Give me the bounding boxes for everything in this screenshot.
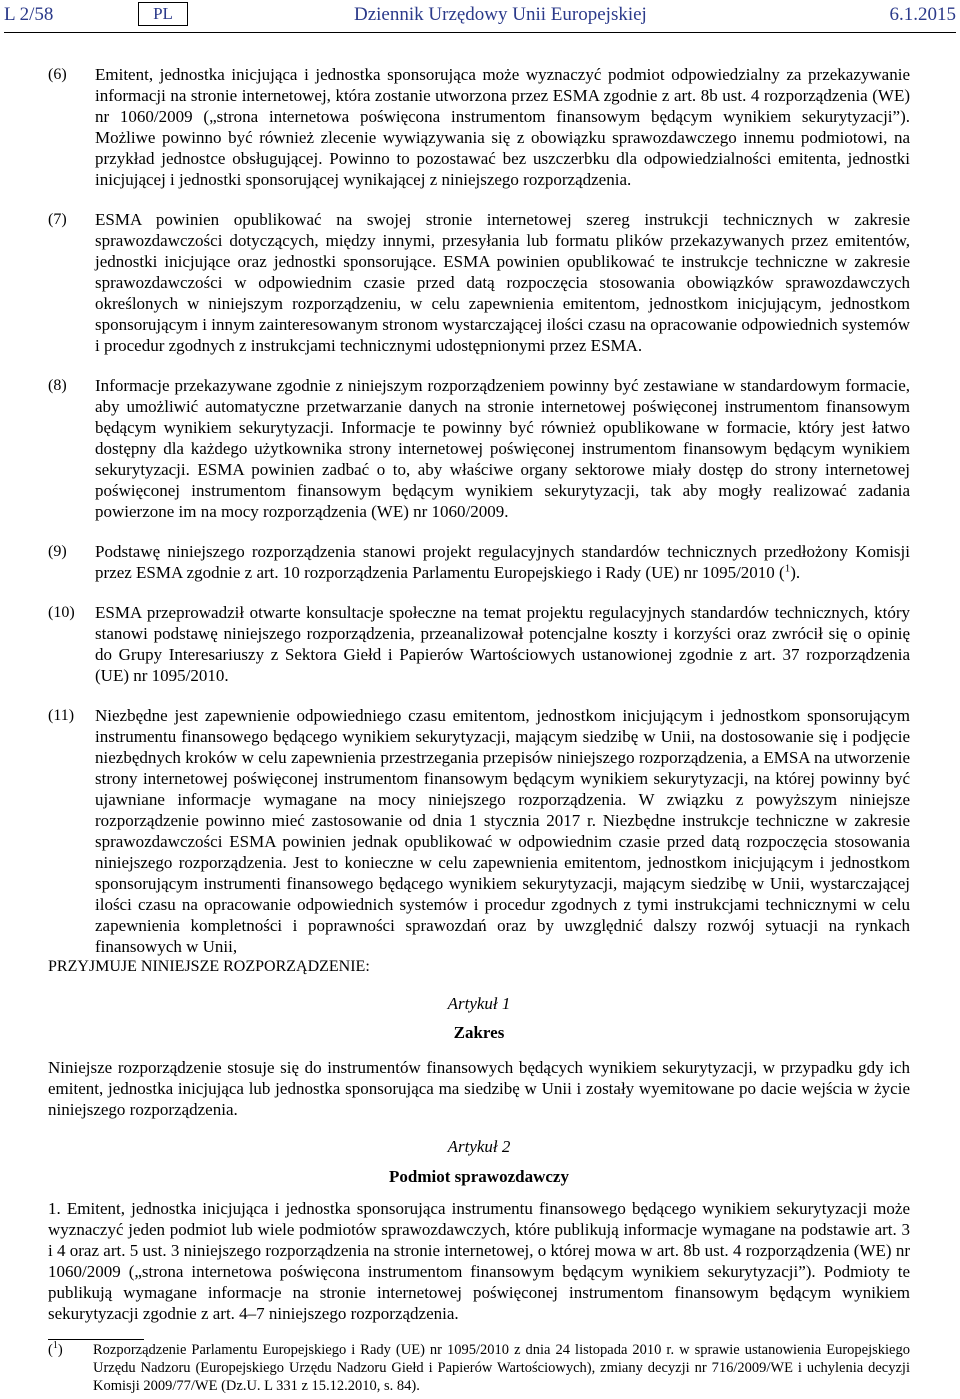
header-divider [4, 32, 956, 33]
recital-item [48, 64, 910, 190]
page-header [4, 2, 956, 30]
article-1-text: Niniejsze rozporządzenie stosuje się do instrumentów finansowych będących wynikiem sekurytyzacji, w przypadku gdy ich emitent, jednostka inicjująca lub jednostka sponsorująca ma siedzibę w Unii i zostały wyemitowane po dacie wejścia w życie niniejszego rozporządzenia. [48, 1058, 910, 1119]
article-1-title: Artykuł 1 [447, 994, 511, 1013]
recital-text: Niezbędne jest zapewnienie odpowiedniego czasu emitentom, jednostkom inicjującym i jednostkom sponsorującym instrumentu finansowego będącego wynikiem sekurytyzacji, mającym siedzibę w Unii, na dostosowanie się i podjęcie niezbędnych kroków w celu zapewnienia przestrzegania przepisów niniejszego rozporządzenia, a EMSA na utworzenie strony internetowej poświęconej instrumentom finansowym będącym wynikiem sekurytyzacji, na której powinny być ujawniane informacje wymagane na mocy niniejszego rozporządzenia. W związku z powyższym niniejsze rozporządzenie powinno mieć zastosowanie od dnia 1 stycznia 2017 r. Niezbędne instrukcje techniczne w zakresie sprawozdawczości ESMA powinien jednak opublikować w odpowiednim czasie przed datą rozpoczęcia stosowania niniejszego rozporządzenia. Jest to konieczne w celu zapewnienia emitentom, jednostkom inicjującym i jednostkom sponsorującym instrumenti finansowego będącego wynikiem sekurytyzacji, mającym siedzibę w Unii, wystarczającej ilości czasu na opracowanie odpowiednich systemów i procedur zgodnych z tymi instrukcjami technicznymi w celu zapewnienia kompletności i poprawności sprawozdań oraz by uwzględnić dalszy rozwój sytuacji na rynkach finansowych w Unii, [95, 706, 910, 956]
recital-item [48, 541, 910, 583]
recital-item [48, 602, 910, 686]
recital-item [48, 209, 910, 356]
page-number: L 2/58 [4, 4, 54, 25]
recital-item [48, 705, 910, 957]
recital-text [95, 541, 910, 583]
recital-item [48, 375, 910, 522]
recital-number: (6) [48, 66, 67, 83]
recital-number: (10) [48, 604, 75, 621]
recital-number: (11) [48, 707, 75, 724]
article-2-text: 1. Emitent, jednostka inicjująca i jednostka sponsorująca instrumentu finansowego będącego wynikiem sekurytyzacji może wyznaczyć jeden podmiot lub wiele podmiotów sprawozdawczych, które publikują informacje wymagane na podstawie art. 3 i 4 oraz art. 5 ust. 3 niniejszego rozporządzenia na stronie internetowej, o której mowa w art. 8b ust. 4 rozporządzenia (WE) nr 1060/2009 („strona internetowa poświęcona instrumentom finansowym będącym wynikiem sekurytyzacji”). Podmioty te publikują wymagane informacje na stronie internetowej poświęconej instrumentom finansowym będącym wynikiem sekurytyzacji zgodnie z art. 4–7 niniejszego rozporządzenia. [48, 1199, 910, 1323]
footnote-number-value: 1 [52, 1340, 58, 1352]
recital-text: ESMA przeprowadził otwarte konsultacje społeczne na temat projektu regulacyjnych standardów technicznych, który stanowi podstawę niniejszego rozporządzenia, przeanalizował potencjalne koszty i korzyści oraz zwrócił się o opinię do Grupy Interesariuszy z Sektora Giełd i Papierów Wartościowych ustanowionej zgodnie z art. 37 rozporządzenia (UE) nr 1095/2010. [95, 603, 910, 685]
article-2-heading: Podmiot sprawozdawczy [389, 1167, 569, 1186]
footnote-reference[interactable]: 1 [784, 562, 791, 575]
recital-text: ESMA powinien opublikować na swojej stronie internetowej szereg instrukcji technicznych w zakresie sprawozdawczości dotyczących, między innymi, przesyłania lub formatu plików przekazywanych przez emitentów, jednostki inicjujące oraz jednostki sponsorujące. ESMA powinien opublikować te instrukcje techniczne w zakresie sprawozdawczości w odpowiednim czasie przed datą rozpoczęcia stosowania obowiązków sprawozdawczych określonych w niniejszym rozporządzeniu, w celu zapewnienia emitentom, jednostkom inicjującym, jednostkom sponsorującym i innym zainteresowanym stronom wystarczającej ilości czasu na opracowanie odpowiednich systemów i procedur zgodnych z instrukcjami technicznymi udostępnionymi przez ESMA. [95, 210, 910, 355]
publication-date: 6.1.2015 [889, 4, 956, 25]
recital-text: Emitent, jednostka inicjująca i jednostka sponsorująca może wyznaczyć podmiot odpowiedzialny za przekazywanie informacji na stronie internetowej, która zostanie utworzona przez ESMA zgodnie z art. 8b ust. 4 rozporządzenia (WE) nr 1060/2009 („strona internetowa poświęcona instrumentom finansowym będącym wynikiem sekurytyzacji”). Możliwe powinno być również zlecenie wywiązywania się z obowiązku sprawozdawczego innemu podmiotowi, na przykład jednostce obsługującej. Powinno to pozostawać bez uszczerbku dla odpowiedzialności emitenta, jednostki inicjującej i jednostki sponsorującej wynikającej z niniejszego rozporządzenia. [95, 65, 910, 189]
language-badge: PL [138, 2, 188, 26]
journal-title: Dziennik Urzędowy Unii Europejskiej [354, 4, 647, 25]
article-1-heading: Zakres [453, 1023, 505, 1042]
footnote-divider [48, 1339, 144, 1340]
recital-number: (9) [48, 543, 67, 560]
recital-number: (7) [48, 211, 67, 228]
recital-text-body: Podstawę niniejszego rozporządzenia stanowi projekt regulacyjnych standardów technicznych przedłożony Komisji przez ESMA zgodnie z art. 10 rozporządzenia Parlamentu Europejskiego i Rady (UE) nr 1095/2010 ( [95, 542, 910, 582]
recital-number: (8) [48, 377, 67, 394]
footnote [48, 1341, 910, 1395]
footnote-text: Rozporządzenie Parlamentu Europejskiego i Rady (UE) nr 1095/2010 z dnia 24 listopada 2010 r. w sprawie ustanowienia Europejskiego Urzędu Nadzoru (Europejskiego Urzędu Nadzoru Giełd i Papierów Wartościowych), zmiany decyzji nr 716/2009/WE i uchylenia decyzji Komisji 2009/77/WE (Dz.U. L 331 z 15.12.2010, s. 84). [93, 1342, 910, 1394]
recital-text: Informacje przekazywane zgodnie z niniejszym rozporządzeniem powinny być zestawiane w standardowym formacie, aby umożliwić automatyczne przetwarzanie danych na stronie internetowej poświęconej instrumentom finansowym będącym wynikiem sekurytyzacji. Informacje te powinny być również opublikowane w formacie, który jest łatwo dostępny dla każdego użytkownika strony internetowej poświęconej instrumentom finansowym będącym wynikiem sekurytyzacji. ESMA powinien zadbać o to, aby właściwe organy sektorowe miały dostęp do strony internetowej poświęconej instrumentom finansowym będącym wynikiem sekurytyzacji, tak aby mogły realizować zadania powierzone im na mocy rozporządzenia (WE) nr 1060/2009. [95, 376, 910, 521]
adoption-formula: PRZYJMUJE NINIEJSZE ROZPORZĄDZENIE: [48, 958, 370, 975]
recitals-list [48, 64, 910, 976]
footnote-number: ($^1$) [48, 1340, 63, 1358]
recital-text-tail: ). [790, 563, 801, 582]
article-2-title: Artykuł 2 [447, 1137, 511, 1156]
